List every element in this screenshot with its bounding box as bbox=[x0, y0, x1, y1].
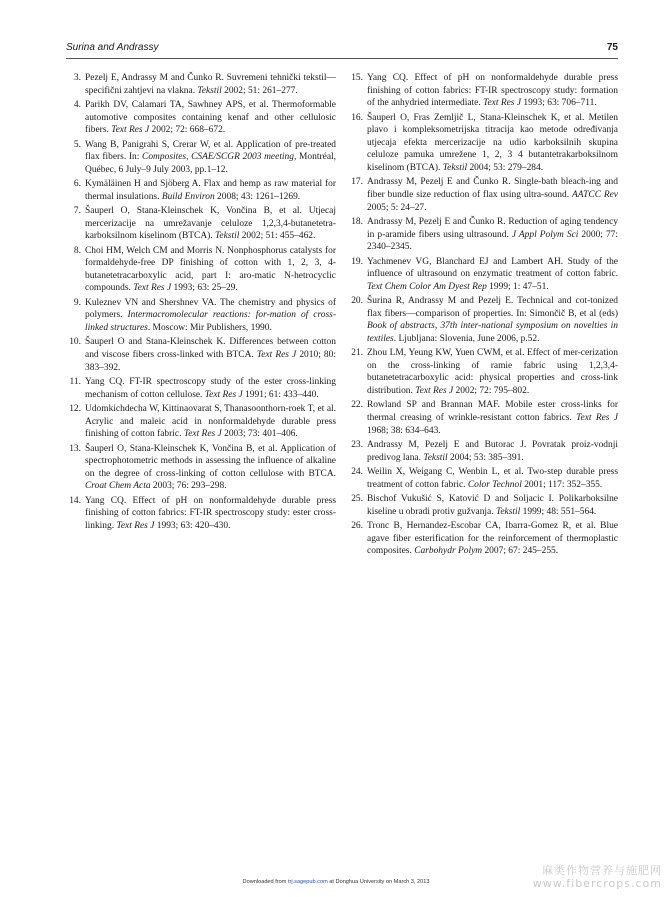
reference-text: Kuleznev VN and Shershnev VA. The chemistry and physics of polymers. bbox=[85, 297, 336, 321]
reference-text: 2000; 77: 2340–2345. bbox=[367, 229, 619, 253]
reference-item bbox=[348, 493, 618, 518]
reference-item bbox=[66, 72, 336, 97]
reference-text: Udomkichdecha W, Kittinaovarat S, Thanasoonthorn-roek T, et al. Acrylic and maleic acid in nonformaldehyde durable press finishing of cotton fabric. bbox=[85, 404, 336, 440]
reference-source: Tekstil bbox=[423, 452, 448, 463]
reference-source: J Appl Polym Sci bbox=[511, 229, 579, 240]
reference-source: Book of abstracts, 37th inter-national symposium on novelties in textiles bbox=[367, 321, 618, 344]
running-title: Surina and Andrassy bbox=[66, 42, 159, 53]
reference-number: 26. bbox=[351, 520, 363, 531]
reference-item bbox=[348, 176, 618, 214]
reference-text: Šurina R, Andrassy M and Pezelj E. Technical and cot-tonized flax fibers—comparison of properties. In: Simončič B, et al (eds) bbox=[367, 296, 618, 319]
reference-source: Text Res J bbox=[415, 386, 454, 397]
reference-text: , Montréal, Québec, 6 July–9 July 2003, pp.1–12. bbox=[85, 152, 336, 175]
reference-number: 23. bbox=[351, 440, 363, 450]
reference-item bbox=[348, 112, 618, 175]
reference-text: Wang B, Panigrahi S, Crerar W, et al. Application of pre-treated flax fibers. In: bbox=[85, 139, 336, 163]
reference-item bbox=[348, 399, 618, 437]
reference-text: Choi HM, Welch CM and Morris N. Nonphosphorus catalysts for formaldehyde-free DP finishing of cotton with 1, 2, 3, 4-butanetetracarboxylic acid, part I: aro-matic N-hetrocyclic compounds. bbox=[85, 245, 336, 294]
reference-text: 1993; 63: 420–430. bbox=[154, 520, 231, 531]
reference-number: 6. bbox=[73, 179, 81, 190]
reference-item bbox=[66, 495, 336, 533]
reference-text: Yachmenev VG, Blanchard EJ and Lambert AH. Study of the influence of ultrasound on enzymatic treatment of cotton fabric. bbox=[367, 256, 618, 280]
reference-source: Croat Chem Acta bbox=[85, 481, 151, 492]
reference-number: 16. bbox=[351, 112, 363, 123]
reference-text: Bischof Vukušić S, Katović D and Soljacic I. Polikarboksilne kiseline u obradi protiv gužvanja. bbox=[367, 493, 618, 517]
reference-item bbox=[66, 297, 336, 335]
reference-source: Text Res J bbox=[183, 429, 222, 440]
reference-number: 9. bbox=[73, 297, 81, 308]
reference-text: 2007; 67: 245–255. bbox=[482, 546, 559, 557]
header-rule bbox=[66, 58, 618, 59]
reference-text: Yang CQ. FT-IR spectroscopy study of the ester cross-linking mechanism of cotton cellulose. bbox=[85, 377, 336, 400]
reference-text: Šauperl O, Fras Zemljič L, Stana-Kleinschek K, et al. Metilen plavo i kompleksometrijska titracija kao metode određivanja utjecaja efekta mercerizacije na udio karboksilnih skupina celuloze pamuka umrežene 1, 2, 3 4 butantetrakarboksilnom kiselinom (BTCA). bbox=[367, 112, 618, 173]
reference-item bbox=[348, 439, 618, 464]
running-head bbox=[66, 42, 618, 53]
reference-number: 18. bbox=[351, 216, 363, 227]
reference-item bbox=[348, 256, 618, 294]
reference-number: 19. bbox=[351, 256, 363, 267]
reference-item bbox=[348, 295, 618, 345]
reference-text: Šauperl O, Stana-Kleinschek K, Vončina B, et al. Utjecaj mercerizacije na umrežavanje celuloze 1,2,3,4-butanetetra-karboksilnom kiselinom (BTCA). bbox=[85, 206, 336, 242]
reference-item bbox=[66, 376, 336, 401]
reference-source: Build Environ bbox=[161, 191, 215, 202]
reference-source: Text Res J bbox=[483, 98, 522, 109]
reference-text: . Moscow: Mir Publishers, 1990. bbox=[147, 323, 272, 334]
reference-number: 14. bbox=[69, 495, 81, 506]
reference-item bbox=[66, 336, 336, 374]
reference-item bbox=[66, 205, 336, 243]
reference-source: Intermacromolecular reactions: for-mation of cross-linked structures bbox=[85, 310, 336, 334]
references-left-column bbox=[66, 72, 336, 534]
reference-text: 1999; 48: 551–564. bbox=[520, 506, 597, 517]
reference-text: 2002; 72: 795–802. bbox=[453, 386, 530, 397]
reference-number: 17. bbox=[351, 177, 363, 188]
reference-text: Pezelj E, Andrassy M and Čunko R. Suvremeni tehnički tekstil—specifični zahtjevi na vlakna. bbox=[85, 73, 336, 96]
reference-text: Yang CQ. Effect of pH on nonformaldehyde durable press finishing of cotton fabrics: FT-IR spectroscopy study: ester cross-linking. bbox=[85, 495, 336, 531]
watermark-line-2: www.fibercrops.com bbox=[532, 877, 662, 890]
reference-text: 2003; 76: 293–298. bbox=[150, 481, 227, 492]
reference-item bbox=[348, 520, 618, 558]
reference-source: Text Res J bbox=[576, 413, 618, 424]
reference-item bbox=[66, 245, 336, 295]
reference-number: 11. bbox=[69, 377, 81, 388]
reference-source: Color Technol bbox=[467, 479, 522, 490]
reference-text: 1991; 61: 433–440. bbox=[242, 389, 319, 400]
page-number: 75 bbox=[606, 42, 618, 53]
reference-number: 12. bbox=[69, 404, 81, 415]
reference-text: 1993; 63: 25–29. bbox=[171, 283, 238, 294]
reference-text: Tronc B, Hernandez-Escobar CA, Ibarra-Gomez R, et al. Blue agave fiber esterification for the reinforcement of thermoplastic composites. bbox=[367, 520, 618, 557]
reference-number: 13. bbox=[69, 443, 81, 454]
reference-number: 8. bbox=[73, 245, 81, 256]
reference-item bbox=[66, 403, 336, 441]
reference-item bbox=[348, 466, 618, 491]
reference-source: Composites, CSAE/SCGR 2003 meeting bbox=[142, 152, 294, 163]
reference-text: Rowland SP and Brannan MAF. Mobile ester cross-links for thermal creasing of wrinkle-resistant cotton fabrics. bbox=[367, 400, 618, 424]
reference-source: Text Res J bbox=[204, 389, 243, 400]
reference-text: 2001; 117: 352–355. bbox=[521, 479, 603, 490]
reference-text: 2004; 53: 385–391. bbox=[447, 452, 524, 463]
reference-text: 1993; 63: 706–711. bbox=[521, 98, 597, 109]
reference-source: Tekstil bbox=[215, 231, 240, 242]
footer-link[interactable]: trj.sagepub.com bbox=[287, 879, 328, 885]
reference-text: 1999; 1: 47–51. bbox=[486, 281, 549, 292]
reference-source: Tekstil bbox=[495, 506, 521, 517]
reference-text: 2004; 53: 279–284. bbox=[467, 162, 544, 173]
reference-source: Tekstil bbox=[197, 85, 222, 96]
reference-text: 1968; 38: 634–643. bbox=[367, 425, 441, 436]
reference-text: . Ljubljana: Slovenia, June 2006, p.52. bbox=[393, 333, 540, 344]
footer-prefix: Downloaded from bbox=[242, 879, 288, 885]
reference-text: Yang CQ. Effect of pH on nonformaldehyde durable press finishing of cotton fabrics: FT-IR spectroscopy study: formation of the anhydried intermediate. bbox=[367, 73, 618, 109]
reference-source: Carbohydr Polym bbox=[414, 546, 483, 557]
reference-item bbox=[66, 178, 336, 203]
reference-source: Text Res J bbox=[111, 125, 150, 136]
reference-text: Weilin X, Weigang C, Wenbin L, et al. Two-step durable press treatment of cotton fabric. bbox=[367, 466, 618, 490]
reference-number: 20. bbox=[351, 296, 363, 307]
reference-text: 2008; 43: 1261–1269. bbox=[214, 191, 301, 202]
reference-number: 7. bbox=[73, 206, 81, 217]
footer-suffix: at Donghua University on March 3, 2013 bbox=[327, 879, 430, 885]
reference-item bbox=[66, 443, 336, 493]
reference-number: 25. bbox=[351, 493, 363, 504]
reference-text: 2003; 73: 401–406. bbox=[221, 429, 298, 440]
reference-source: Text Res J bbox=[116, 520, 155, 531]
reference-number: 3. bbox=[73, 73, 81, 83]
reference-source: AATCC Rev bbox=[571, 189, 618, 200]
reference-number: 10. bbox=[69, 337, 81, 348]
reference-number: 5. bbox=[73, 139, 81, 150]
reference-item bbox=[66, 99, 336, 137]
watermark-line-1: 麻类作物营养与施肥网 bbox=[542, 864, 662, 877]
reference-text: Andrassy M, Pezelj E and Čunko R. Single-bath bleach-ing and fiber bundle size reduction of flax using ultra-sound. bbox=[367, 177, 618, 200]
references-right-column bbox=[348, 72, 618, 560]
reference-source: Text Res J bbox=[256, 350, 297, 361]
reference-source: Text Chem Color Am Dyest Rep bbox=[367, 281, 487, 292]
reference-item bbox=[66, 139, 336, 177]
reference-text: 2002; 51: 261–277. bbox=[221, 85, 298, 96]
reference-source: Tekstil bbox=[442, 162, 468, 173]
reference-item bbox=[348, 216, 618, 254]
reference-text: 2010; 80: 383–392. bbox=[85, 350, 336, 373]
reference-item bbox=[348, 72, 618, 110]
reference-number: 24. bbox=[351, 466, 363, 477]
reference-text: 2002; 72: 668–672. bbox=[149, 125, 226, 136]
reference-text: 2005; 5: 24–27. bbox=[367, 202, 427, 213]
reference-text: Zhou LM, Yeung KW, Yuen CWM, et al. Effect of mer-cerization on the cross-linking of ramie fabric using 1,2,3,4-butanetetracarboxylic acid: physical properties and cross-link distribution. bbox=[367, 348, 618, 397]
reference-source: Text Res J bbox=[133, 283, 172, 294]
reference-text: Andrassy M, Pezelj E and Čunko R. Reduction of aging tendency in p-aramide fibers using ultrasound. bbox=[367, 216, 618, 240]
reference-number: 21. bbox=[351, 348, 363, 359]
reference-number: 15. bbox=[351, 73, 363, 83]
reference-number: 4. bbox=[73, 99, 81, 110]
reference-item bbox=[348, 347, 618, 397]
reference-text: Andrassy M, Pezelj E and Butorac J. Povratak proiz-vodnji predivog lana. bbox=[367, 440, 618, 463]
reference-text: Šauperl O, Stana-Kleinschek K, Vončina B, et al. Application of spectrophotometric methods in assessing the influence of alkaline on the degree of cross-linking of cotton cellulose with BTCA. bbox=[85, 443, 336, 479]
reference-text: Kymäläinen H and Sjöberg A. Flax and hemp as raw material for thermal insulations. bbox=[85, 179, 336, 202]
reference-text: Šauperl O and Stana-Kleinschek K. Differences between cotton and viscose fibers cross-linked with BTCA. bbox=[85, 337, 336, 361]
reference-text: 2002; 51: 455–462. bbox=[239, 231, 316, 242]
watermark bbox=[533, 864, 662, 890]
reference-text: Parikh DV, Calamari TA, Sawhney APS, et al. Thermoformable automotive composites containing kenaf and other cellulosic fibers. bbox=[85, 99, 336, 136]
reference-number: 22. bbox=[351, 400, 363, 411]
